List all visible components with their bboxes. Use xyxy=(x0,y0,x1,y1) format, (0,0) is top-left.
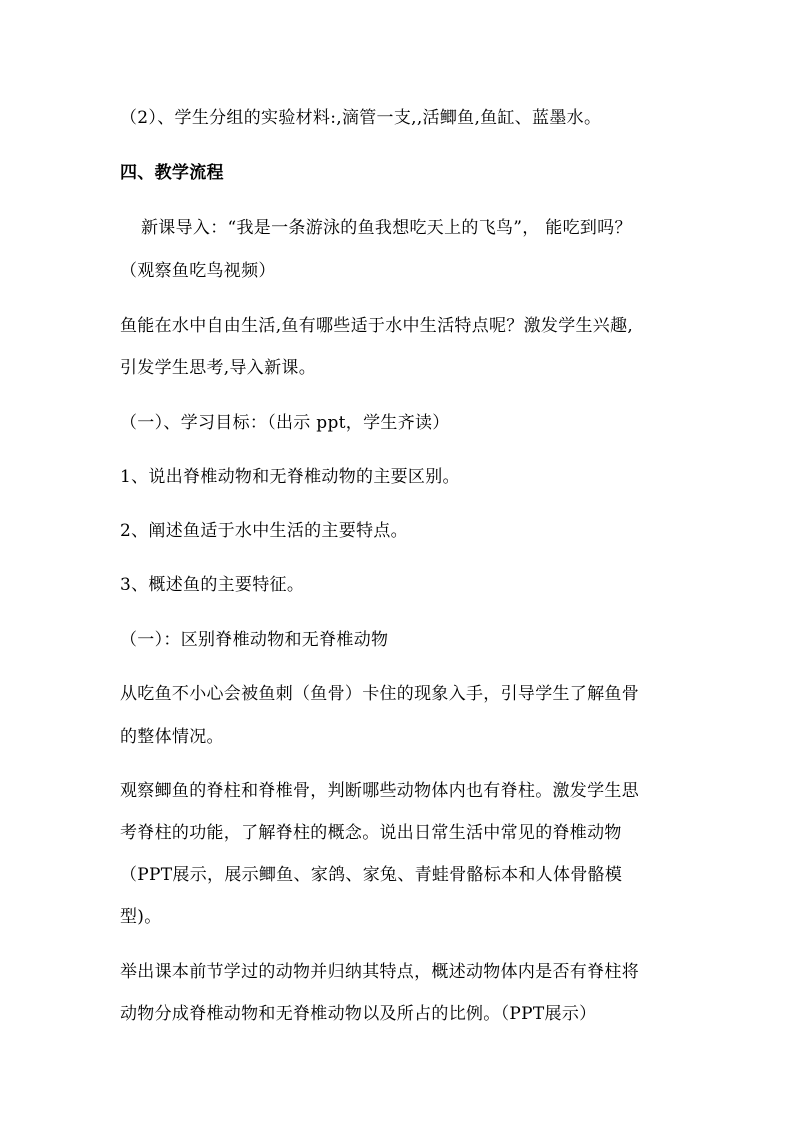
intro-line: 新课导入：“我是一条游泳的鱼我想吃天上的飞鸟”， 能吃到吗？ xyxy=(141,218,632,238)
learning-goals-heading: （一）、学习目标：（出示 ppt，学生齐读） xyxy=(120,413,450,433)
intro-video-line: （观察鱼吃鸟视频） xyxy=(120,261,276,281)
paragraph-spine-line-4: 型)。 xyxy=(120,907,162,927)
goal-item-1: 1、说出脊椎动物和无脊椎动物的主要区别。 xyxy=(120,467,460,487)
paragraph-fishbone-line-1: 从吃鱼不小心会被鱼刺（鱼骨）卡住的现象入手，引导学生了解鱼骨 xyxy=(120,684,639,704)
section-distinguish-heading: （一）：区别脊椎动物和无脊椎动物 xyxy=(120,630,389,650)
paragraph-fishbone-line-2: 的整体情况。 xyxy=(120,727,224,747)
paragraph-classify-line-1: 举出课本前节学过的动物并归纳其特点，概述动物体内是否有脊柱将 xyxy=(120,962,639,982)
goal-item-2: 2、阐述鱼适于水中生活的主要特点。 xyxy=(120,521,408,541)
materials-line: （2）、学生分组的实验材料:,滴管一支,,活鲫鱼,鱼缸、蓝墨水。 xyxy=(120,108,602,128)
section-heading-teaching-process: 四、教学流程 xyxy=(120,163,224,183)
goal-item-3: 3、概述鱼的主要特征。 xyxy=(120,575,305,595)
paragraph-spine-line-3: （PPT展示，展示鲫鱼、家鸽、家兔、青蛙骨骼标本和人体骨骼模 xyxy=(120,865,623,885)
paragraph-spine-line-2: 考脊柱的功能，了解脊柱的概念。说出日常生活中常见的脊椎动物 xyxy=(120,823,622,843)
paragraph-classify-line-2: 动物分成脊椎动物和无脊椎动物以及所占的比例。（PPT展示） xyxy=(120,1004,597,1024)
paragraph-spine-line-1: 观察鲫鱼的脊柱和脊椎骨，判断哪些动物体内也有脊柱。激发学生思 xyxy=(120,781,639,801)
paragraph-fish-line-2: 引发学生思考,导入新课。 xyxy=(120,358,317,378)
paragraph-fish-line-1: 鱼能在水中自由生活,鱼有哪些适于水中生活特点呢？激发学生兴趣, xyxy=(120,316,634,336)
